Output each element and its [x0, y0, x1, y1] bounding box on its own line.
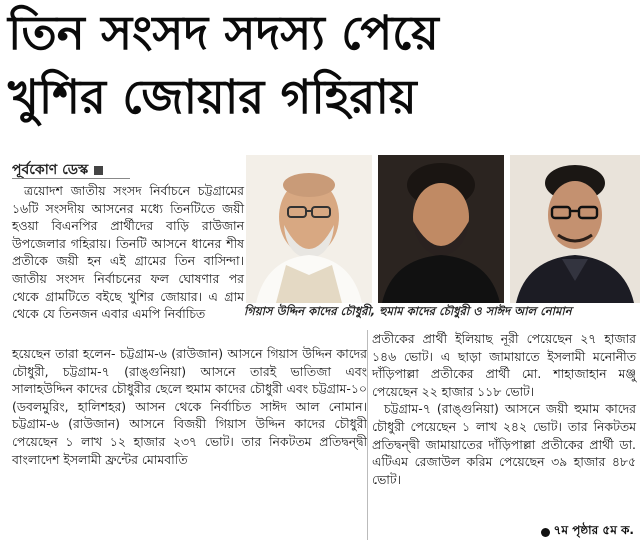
photo-sayeed-al-noman — [510, 155, 640, 303]
byline — [12, 158, 103, 182]
byline-square-icon — [94, 166, 103, 175]
photo-caption: গিয়াস উদ্দিন কাদের চৌধুরী, হুমাম কাদের চৌধুরী ও সাঈদ আল নোমান — [244, 304, 572, 318]
headline-line-1: তিন সংসদ সদস্য পেয়ে — [8, 6, 439, 61]
photo-giyas-uddin — [246, 155, 372, 303]
photo-humam-kader — [378, 155, 504, 303]
continuation-text: ৭ম পৃষ্ঠার ৫ম ক. — [553, 523, 634, 537]
bullet-dot-icon — [541, 528, 550, 537]
continuation-note[interactable] — [541, 522, 634, 542]
portrait-glasses-man-icon — [510, 155, 640, 303]
portrait-elder-icon — [246, 155, 372, 303]
photo-strip — [246, 155, 640, 303]
body-wide-paragraph: হয়েছেন তারা হলেন- চট্টগ্রাম-৬ (রাউজান) আসনে গিয়াস উদ্দিন কাদের চৌধুরী, চট্টগ্রাম-৭ (রাঙ্গুনিয়া) আসনে তারই ভাতিজা এবং সালাহউদ্দিন কাদের চৌধুরীর ছেলে হুমাম কাদের চৌধুরী এবং চট্টগ্রাম-১০ (ডবলমুরিং, হালিশহর) আসন থেকে নির্বাচিত সাঈদ আল নোমান। চট্টগ্রাম-৬ (রাউজান) আসনে বিজয়ী গিয়াস উদ্দিন কাদের চৌধুরী পেয়েছেন ১ লাখ ১২ হাজার ২৩৭ ভোট। তার নিকটতম প্রতিদ্বন্দ্বী বাংলাদেশ ইসলামী ফ্রন্টের মোমবাতি — [12, 346, 367, 467]
column-divider — [367, 330, 368, 540]
portrait-bearded-man-icon — [378, 155, 504, 303]
headline-line-2: খুশির জোয়ার গহিরায় — [8, 70, 417, 125]
body-right-column — [372, 330, 636, 488]
body-left-paragraph: ত্রয়োদশ জাতীয় সংসদ নির্বাচনে চট্টগ্রামের ১৬টি সংসদীয় আসনের মধ্যে তিনটিতে জয়ী হওয়া বিএনপির প্রার্থীদের বাড়ি রাউজান উপজেলার গহিরায়। তিনটি আসনে ধানের শীষ প্রতীকে জয়ী হন এই গ্রামের তিন বাসিন্দা। জাতীয় সংসদ নির্বাচনের ফল ঘোষণার পর থেকে গ্রামটিতে বইছে খুশির জোয়ার। এ গ্রাম থেকে যে তিনজন এবার এমপি নির্বাচিত — [12, 183, 244, 322]
body-left-column — [12, 182, 244, 323]
byline-rule — [12, 178, 130, 179]
byline-text: পূর্বকোণ ডেস্ক — [12, 162, 89, 178]
body-right-paragraph-1: প্রতীকের প্রার্থী ইলিয়াছ নূরী পেয়েছেন ২৭ হাজার ১৪৬ ভোট। এ ছাড়া জামায়াতে ইসলামী মনোনীত দাঁড়িপাল্লা প্রতীকের প্রার্থী মো. শাহাজাহান মঞ্জু পেয়েছেন ২২ হাজার ১১৮ ভোট। — [372, 331, 636, 399]
headline — [8, 2, 638, 130]
body-wide-block — [12, 345, 367, 468]
body-right-paragraph-2: চট্টগ্রাম-৭ (রাঙ্গুনিয়া) আসনে জয়ী হুমাম কাদের চৌধুরী পেয়েছেন ১ লাখ ২৪২ ভোট। তার নিকটতম প্রতিদ্বন্দ্বী জামায়াতের দাঁড়িপাল্লা প্রতীকের প্রার্থী ডা. এটিএম রেজাউল করিম পেয়েছেন ৩৯ হাজার ৪৮৫ ভোট। — [372, 401, 636, 487]
